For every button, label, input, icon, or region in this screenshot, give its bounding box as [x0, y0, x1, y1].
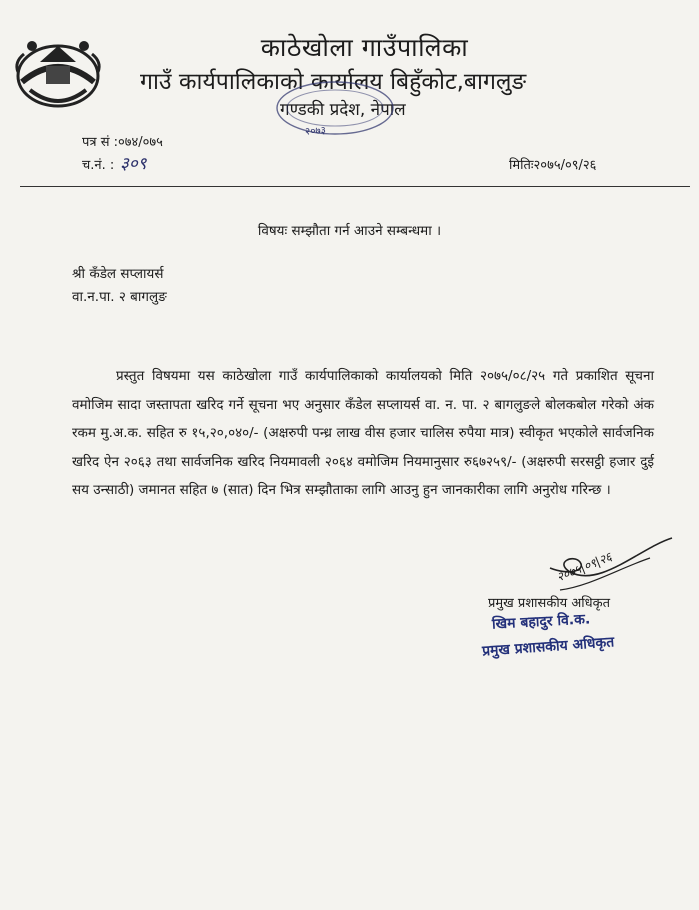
recipient-address: वा.न.पा. २ बागलुङ — [72, 289, 167, 305]
dispatch-label: च.नं. : — [82, 158, 115, 173]
letter-body: प्रस्तुत विषयमा यस काठेखोला गाउँ कार्यपालिकाको कार्यालयको मिति २०७५/०८/२५ गते प्रकाशित सूचना वमोजिम सादा जस्तापता खरिद गर्ने सूचना भए अनुसार कँडेल सप्लायर्स वा. न. पा. २ बागलुङले बोलकबोल गरेको अंक रकम मु.अ.क. सहित रु १५,२०,०४०/- (अक्षरुपी पन्ध्र लाख वीस हजार चालिस रुपैया मात्र) स्वीकृत भएकोले सार्वजनिक खरिद ऐन २०६३ तथा सार्वजनिक खरिद नियमावली २०६४ वमोजिम नियमानुसार रु६७२५९/- (अक्षरुपी सरसट्ठी हजार दुई सय उन्साठी) जमानत सहित ७ (सात) दिन भित्र सम्झौताका लागि आउनु हुन जानकारीका लागि अनुरोध गरिन्छ । — [72, 368, 654, 499]
signatory-name-stamp: खिम बहादुर वि.क. — [491, 611, 591, 633]
seal-number: २०७३ — [304, 125, 327, 138]
municipality-name: काठेखोला गाउँपालिका — [260, 33, 469, 62]
recipient-name: श्री कँडेल सप्लायर्स — [72, 266, 164, 282]
office-name: गाउँ कार्यपालिकाको कार्यालय बिहुँकोट,बागलुङ — [140, 69, 527, 95]
header-divider — [20, 186, 690, 187]
letter-number: पत्र सं :०७४/०७५ — [82, 135, 163, 150]
signatory-title: प्रमुख प्रशासकीय अधिकृत — [488, 596, 611, 611]
dispatch-number: ३०९ — [120, 154, 147, 174]
office-seal-stamp — [265, 76, 405, 146]
letter-date: मितिः२०७५/०९/२६ — [509, 158, 597, 173]
signature-date: २०७५|०९|२६ — [554, 549, 614, 585]
signatory-title-stamp: प्रमुख प्रशासकीय अधिकृत — [481, 634, 615, 660]
province-country: गण्डकी प्रदेश, नेपाल — [280, 100, 406, 120]
subject-line: विषयः सम्झौता गर्न आउने सम्बन्धमा । — [257, 223, 442, 239]
